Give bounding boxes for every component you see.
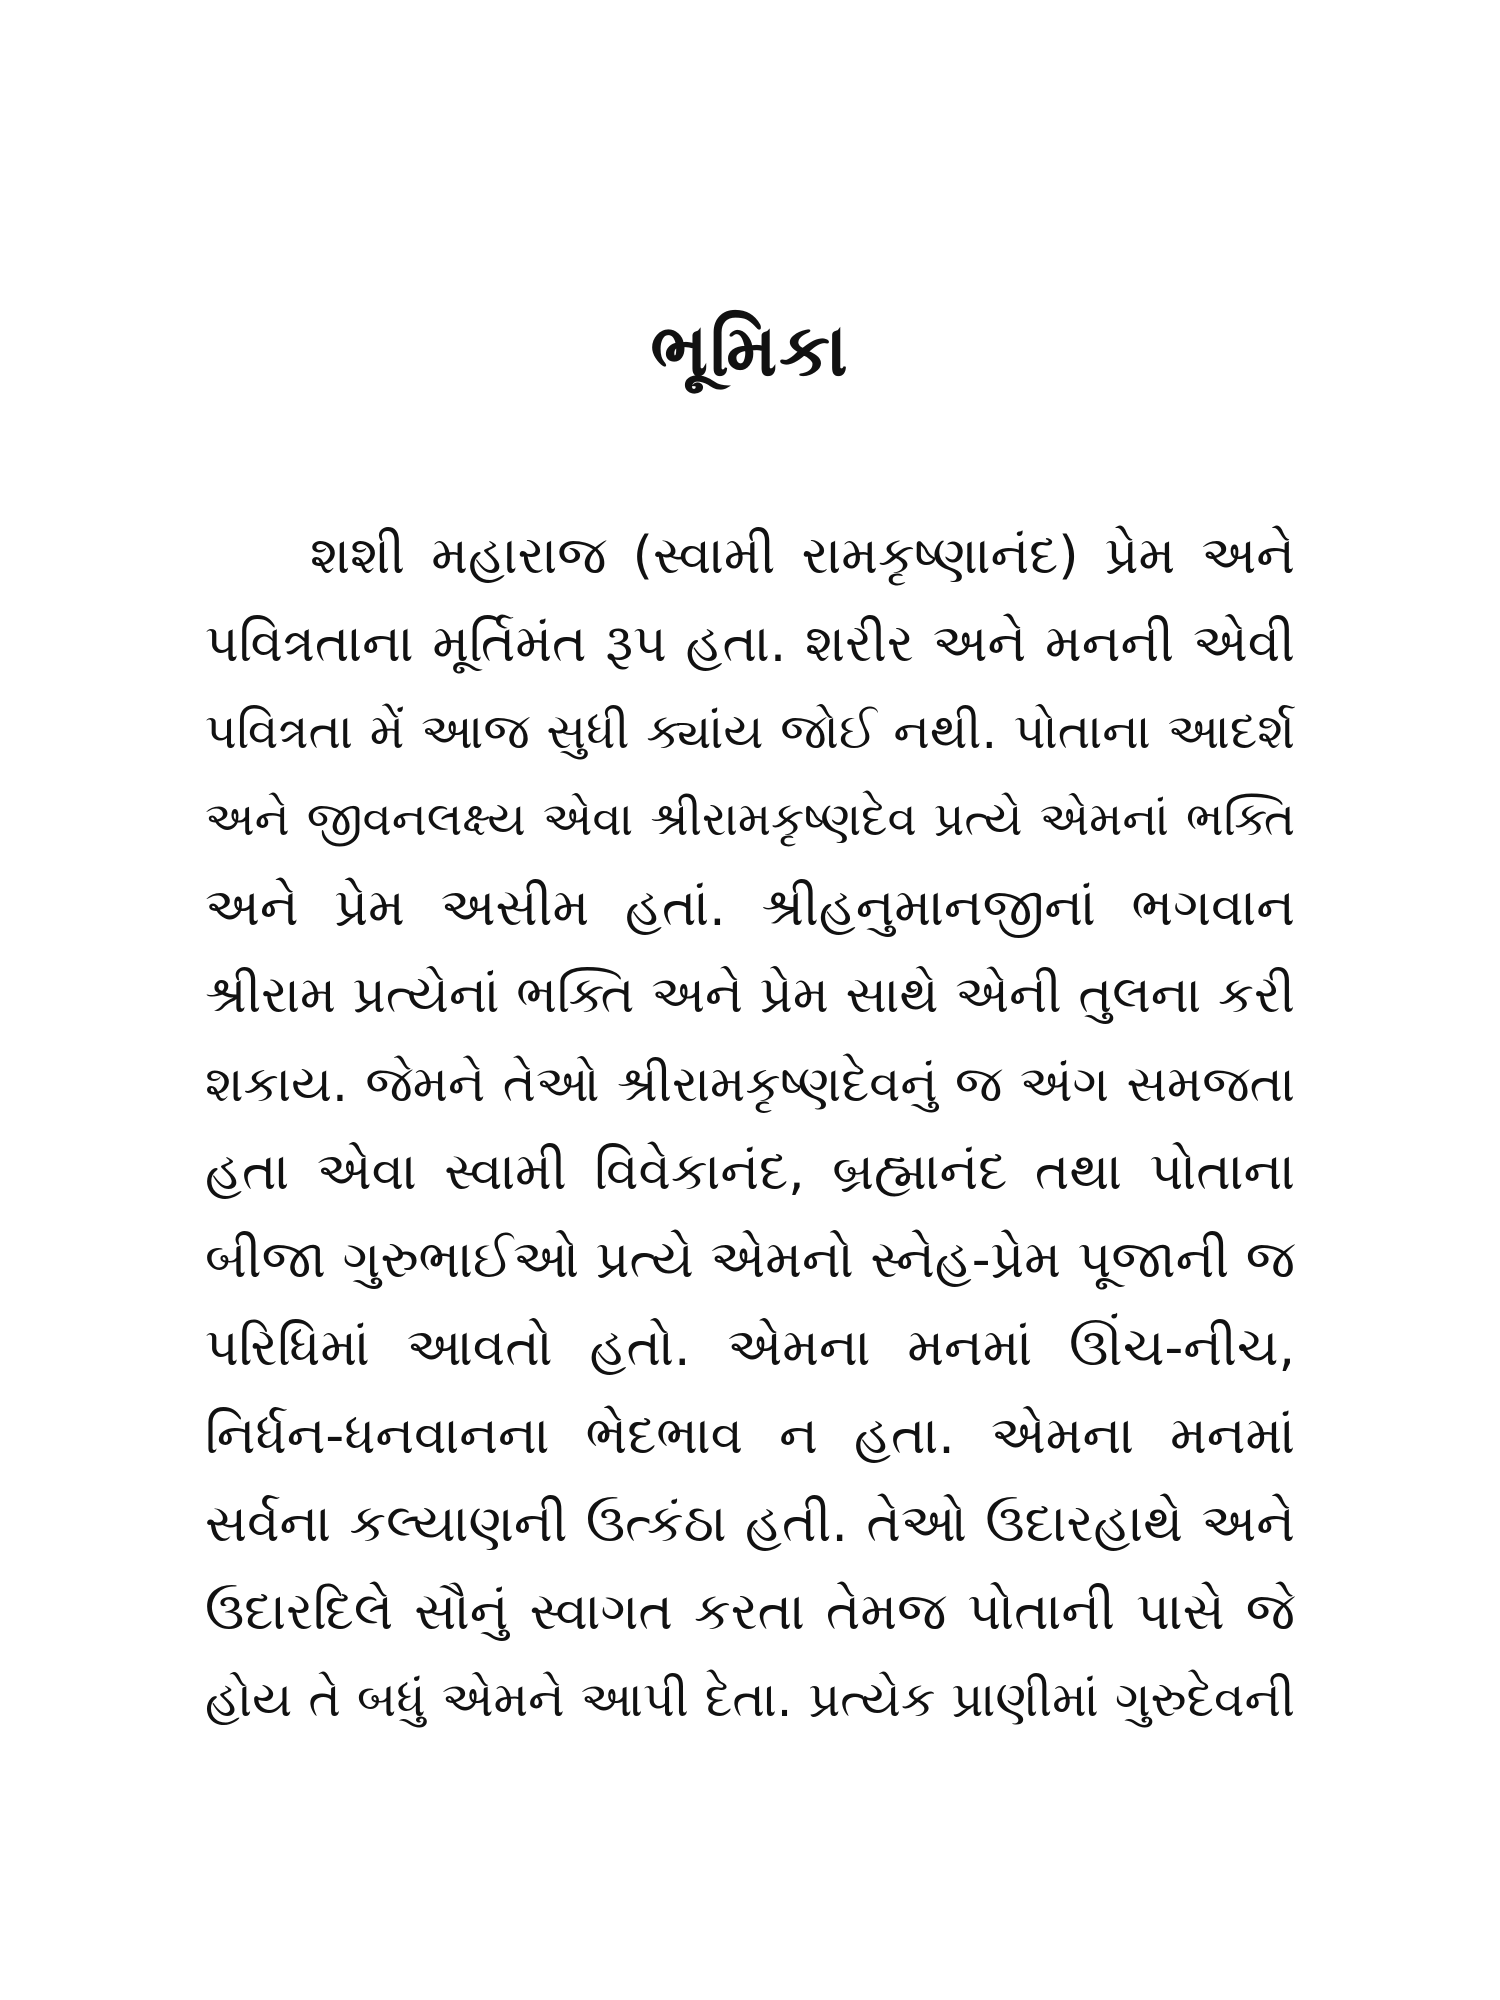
- paragraph-line: અને પ્રેમ અસીમ હતાં. શ્રીહનુમાનજીનાં ભગવાન: [205, 878, 1295, 938]
- paragraph-line: હોય તે બધું એમને આપી દેતા. પ્રત્યેક પ્રાણીમાં ગુરુદેવની: [205, 1671, 1295, 1728]
- paragraph-line: પવિત્રતા મેં આજ સુધી ક્યાંય જોઈ નથી. પોતાના આદર્શ: [205, 703, 1295, 760]
- paragraph-line: શકાય. જેમને તેઓ શ્રીરામકૃષ્ણદેવનું જ અંગ સમજતા: [205, 1055, 1295, 1113]
- paragraph-line: પવિત્રતાના મૂર્તિમંત રૂપ હતા. શરીર અને મનની એવી: [205, 614, 1295, 674]
- paragraph-line: શ્રીરામ પ્રત્યેનાં ભક્તિ અને પ્રેમ સાથે એની તુલના કરી: [205, 966, 1295, 1025]
- paragraph-line: હતા એવા સ્વામી વિવેકાનંદ, બ્રહ્માનંદ તથા પોતાના: [205, 1142, 1295, 1202]
- paragraph-line: બીજા ગુરુભાઈઓ પ્રત્યે એમનો સ્નેહ-પ્રેમ પૂજાની જ: [205, 1230, 1295, 1290]
- paragraph-line: શશી મહારાજ (સ્વામી રામકૃષ્ણાનંદ) પ્રેમ અને: [310, 526, 1295, 586]
- page-title: ભૂમિકા: [650, 308, 850, 392]
- body-paragraph: [205, 512, 1295, 1744]
- paragraph-line: અને જીવનલક્ષ્ય એવા શ્રીરામકૃષ્ણદેવ પ્રત્યે એમનાં ભક્તિ: [205, 792, 1295, 847]
- paragraph-line: સર્વના કલ્યાણની ઉત્કંઠા હતી. તેઓ ઉદારહાથે અને: [205, 1494, 1295, 1554]
- paragraph-line: ઉદારદિલે સૌનું સ્વાગત કરતા તેમજ પોતાની પાસે જે: [205, 1582, 1295, 1642]
- paragraph-line: નિર્ધન-ધનવાનના ભેદભાવ ન હતા. એમના મનમાં: [205, 1406, 1295, 1466]
- paragraph-line: પરિધિમાં આવતો હતો. એમના મનમાં ઊંચ-નીચ,: [205, 1318, 1295, 1378]
